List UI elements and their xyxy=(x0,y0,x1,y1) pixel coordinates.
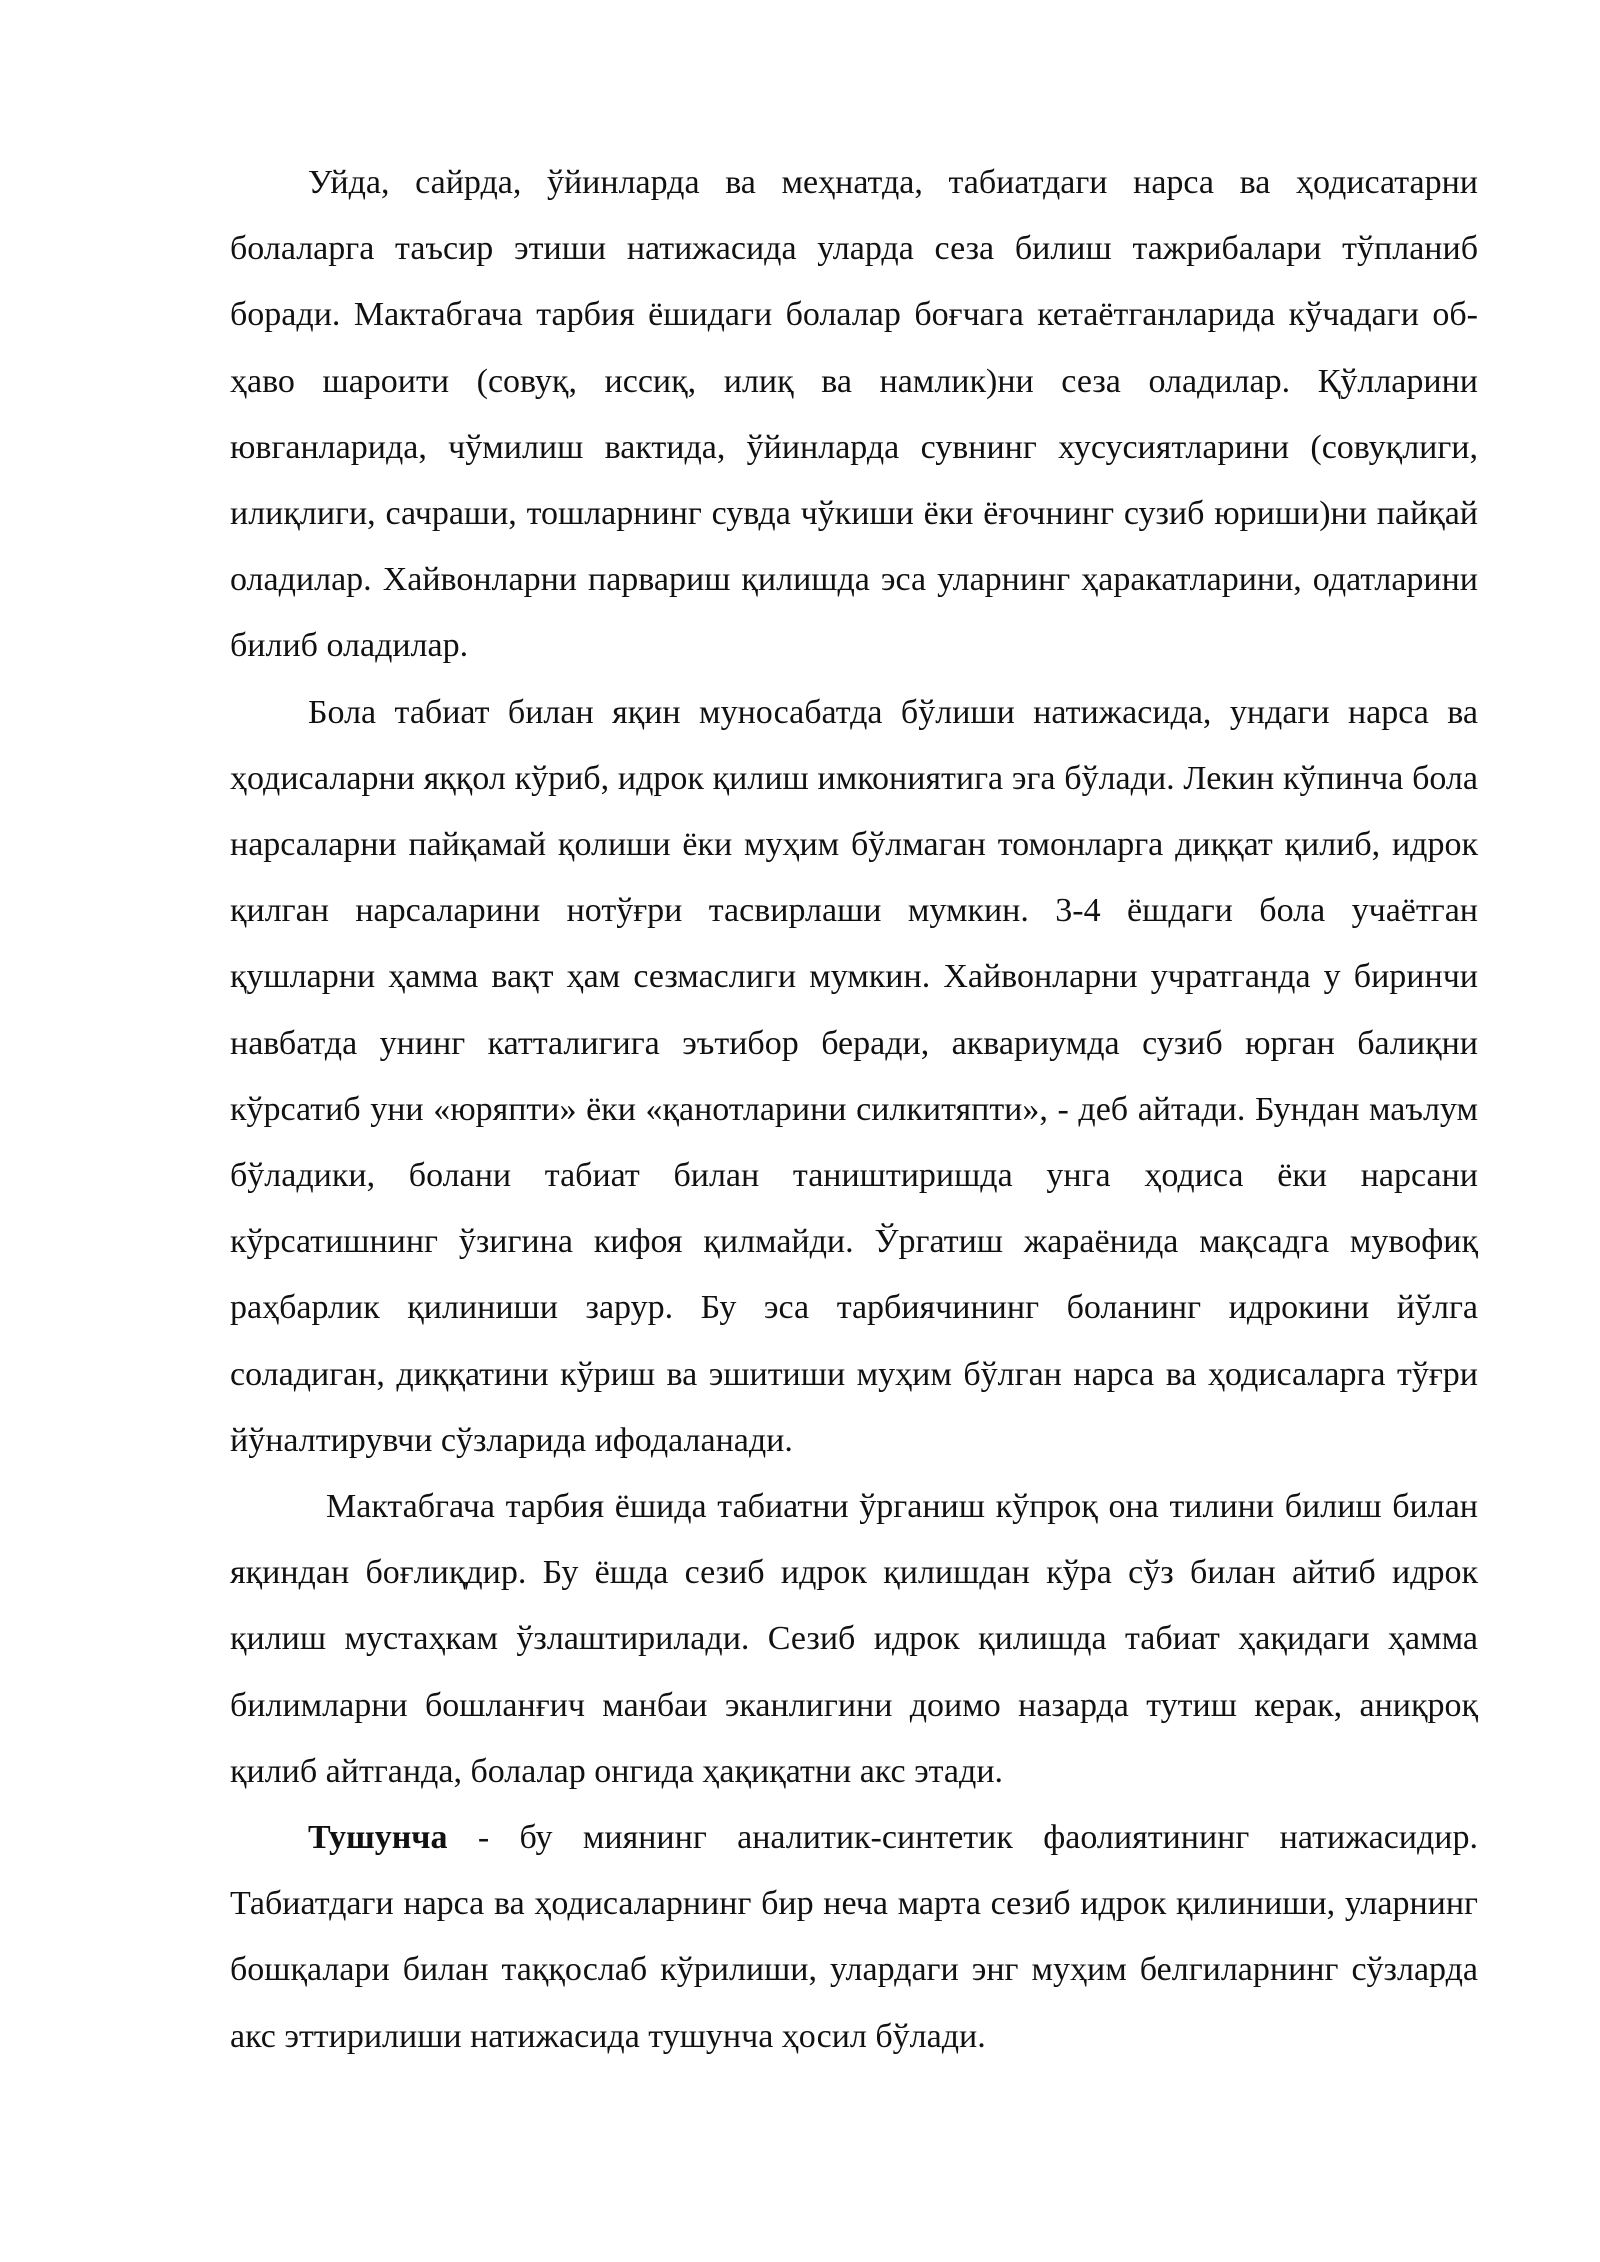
paragraph-4 xyxy=(230,1805,1478,2070)
paragraph-1-text: Уйда, сайрда, ўйинларда ва меҳнатда, табиатдаги нарса ва ҳодисатарни болаларга таъсир этиши натижасида уларда сеза билиш тажрибалари тўпланиб боради. Мактабгача тарбия ёшидаги болалар боғчага кетаётганларида кўчадаги об-ҳаво шароити (совуқ, иссиқ, илиқ ва намлик)ни сеза оладилар. Қўлларини ювганларида, чўмилиш вактида, ўйинларда сувнинг хусусиятларини (совуқлиги, илиқлиги, сачраши, тошларнинг сувда чўкиши ёки ёғочнинг сузиб юриши)ни пайқай оладилар. Хайвонларни парвариш қилишда эса уларнинг ҳаракатларини, одатларини билиб оладилар. xyxy=(230,164,1478,665)
definition-term: Тушунча xyxy=(308,1819,448,1857)
paragraph-1 xyxy=(230,150,1478,680)
paragraph-4-text: - бу миянинг аналитик-синтетик фаолиятининг натижасидир. Табиатдаги нарса ва ҳодисаларнинг бир неча марта сезиб идрок қилиниши, уларнинг бошқалари билан таққослаб кўрилиши, улардаги энг муҳим белгиларнинг сўзларда акс эттирилиши натижасида тушунча ҳосил бўлади. xyxy=(230,1819,1478,2055)
paragraph-3-text: Мактабгача тарбия ёшида табиатни ўрганиш кўпроқ она тилини билиш билан яқиндан боғлиқдир. Бу ёшда сезиб идрок қилишдан кўра сўз билан айтиб идрок қилиш мустаҳкам ўзлаштирилади. Сезиб идрок қилишда табиат ҳақидаги ҳамма билимларни бошланғич манбаи эканлигини доимо назарда тутиш керак, аниқроқ қилиб айтганда, болалар онгида ҳақиқатни акс этади. xyxy=(230,1488,1478,1790)
paragraph-2 xyxy=(230,680,1478,1474)
paragraph-3 xyxy=(230,1474,1478,1805)
document-page xyxy=(230,150,1478,2070)
paragraph-2-text: Бола табиат билан яқин муносабатда бўлиши натижасида, ундаги нарса ва ҳодисаларни яққол кўриб, идрок қилиш имкониятига эга бўлади. Лекин кўпинча бола нарсаларни пайқамай қолиши ёки муҳим бўлмаган томонларга диққат қилиб, идрок қилган нарсаларини нотўғри тасвирлаши мумкин. 3-4 ёшдаги бола учаётган қушларни ҳамма вақт ҳам сезмаслиги мумкин. Хайвонларни учратганда у биринчи навбатда унинг катталигига эътибор беради, аквариумда сузиб юрган балиқни кўрсатиб уни «юряпти» ёки «қанотларини силкитяпти», - деб айтади. Бундан маълум бўладики, болани табиат билан таништиришда унга ҳодиса ёки нарсани кўрсатишнинг ўзигина кифоя қилмайди. Ўргатиш жараёнида мақсадга мувофиқ раҳбарлик қилиниши зарур. Бу эса тарбиячининг боланинг идрокини йўлга соладиган, диққатини кўриш ва эшитиши муҳим бўлган нарса ва ҳодисаларга тўғри йўналтирувчи сўзларида ифодаланади. xyxy=(230,693,1478,1459)
